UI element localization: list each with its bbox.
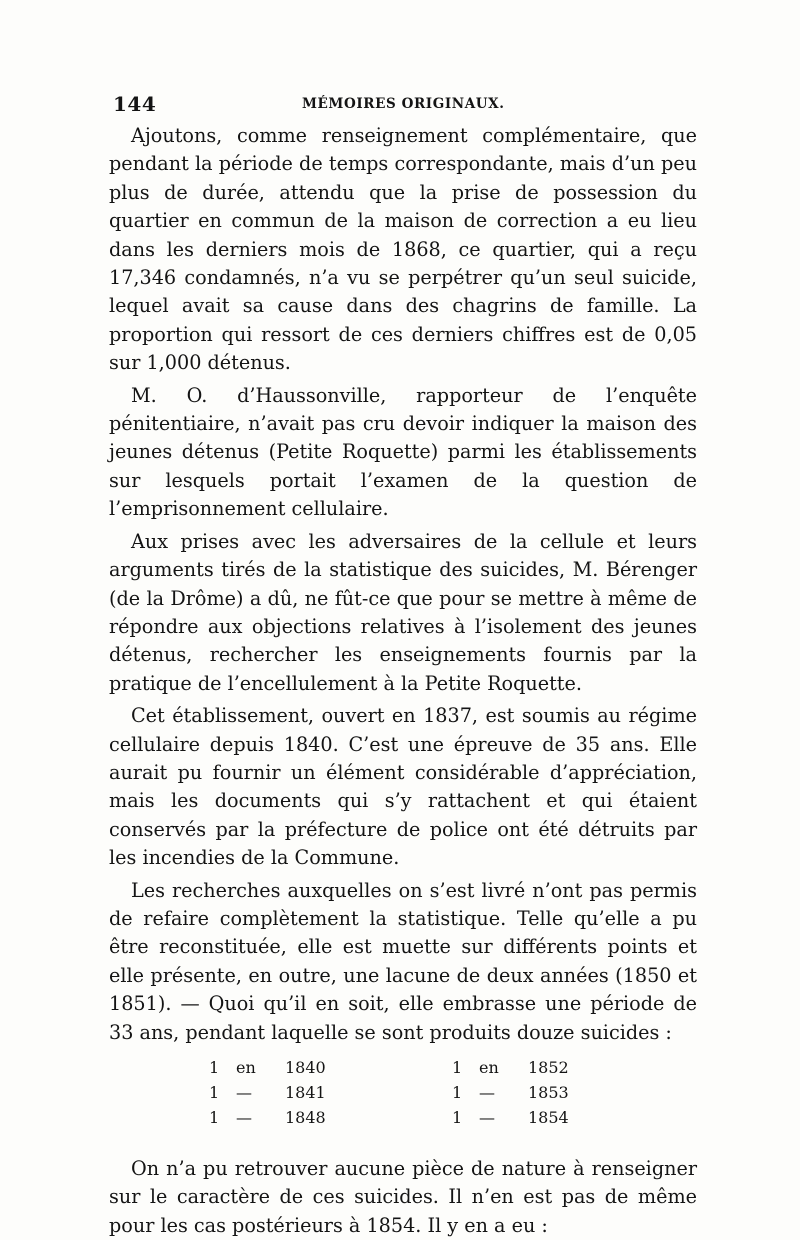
paragraph: Cet établissement, ouvert en 1837, est soumis au régime cellulaire depuis 1840. C’est une épreuve de 35 ans. Elle aurait pu fournir un élément considérable d’appréciation, mais les documents qui s’y rattachent et qui étaient conservés par la préfecture de police ont été détruits par les incendies de la Commune. [109,704,697,870]
separator-cell: — [236,1108,252,1127]
year-cell: 1854 [528,1108,569,1127]
year-cell: 1841 [285,1083,326,1102]
page-header [109,92,697,122]
count-cell: 1 [452,1108,463,1127]
page-number: 144 [113,92,157,116]
years-column-right [452,1055,588,1130]
count-cell: 1 [452,1083,463,1102]
paragraph: Ajoutons, comme renseignement complémentaire, que pendant la période de temps correspondante, mais d’un peu plus de durée, attendu que la prise de possession du quartier en commun de la maison de correction a eu lieu dans les derniers mois de 1868, ce quartier, qui a reçu 17,346 condamnés, n’a vu se perpétrer qu’un seul suicide, lequel avait sa cause dans des chagrins de famille. La proportion qui ressort de ces derniers chiffres est de 0,05 sur 1,000 détenus. [109,124,697,375]
year-cell: 1848 [285,1108,326,1127]
separator-cell: en [236,1058,256,1077]
paragraph: M. O. d’Haussonville, rapporteur de l’enquête pénitentiaire, n’avait pas cru devoir indiquer la maison des jeunes détenus (Petite Roquette) parmi les établissements sur lesquels portait l’examen de la question de l’emprisonnement cellulaire. [109,383,697,521]
paragraph: On n’a pu retrouver aucune pièce de nature à renseigner sur le caractère de ces suicides. Il n’en est pas de même pour les cas postérieurs à 1854. Il y en a eu : [109,1157,697,1237]
body-text [109,122,697,1047]
table-row [209,1055,345,1080]
year-cell: 1840 [285,1058,326,1077]
separator-cell: — [479,1083,495,1102]
separator-cell: — [236,1083,252,1102]
suicide-years-table [109,1055,697,1143]
paragraph: Les recherches auxquelles on s’est livré n’ont pas permis de refaire complètement la statistique. Telle qu’elle a pu être reconstituée, elle est muette sur différents points et elle présente, en outre, une lacune de deux années (1850 et 1851). — Quoi qu’il en soit, elle embrasse une période de 33 ans, pendant laquelle se sont produits douze suicides : [109,878,697,1044]
table-row [209,1105,345,1130]
book-page [109,92,697,1240]
closing-text [109,1155,697,1240]
year-cell: 1852 [528,1058,569,1077]
table-row [452,1080,588,1105]
table-row [452,1055,588,1080]
separator-cell: en [479,1058,499,1077]
years-column-left [209,1055,345,1130]
paragraph: Aux prises avec les adversaires de la cellule et leurs arguments tirés de la statistique des suicides, M. Bérenger (de la Drôme) a dû, ne fût-ce que pour se mettre à même de répondre aux objections relatives à l’isolement des jeunes détenus, rechercher les enseignements fournis par la pratique de l’encellulement à la Petite Roquette. [109,529,697,695]
count-cell: 1 [209,1108,220,1127]
table-row [209,1080,345,1105]
count-cell: 1 [452,1058,463,1077]
separator-cell: — [479,1108,495,1127]
running-head: MÉMOIRES ORIGINAUX. [302,96,505,112]
year-cell: 1853 [528,1083,569,1102]
count-cell: 1 [209,1058,220,1077]
count-cell: 1 [209,1083,220,1102]
table-row [452,1105,588,1130]
